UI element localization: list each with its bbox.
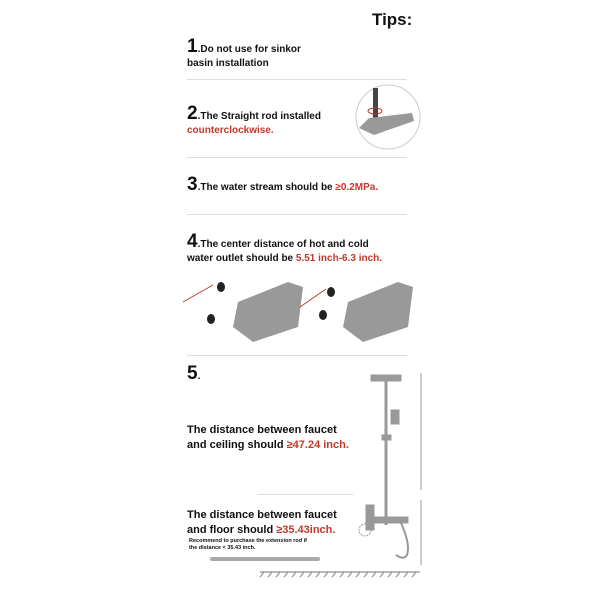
tip-5: 5. bbox=[187, 363, 201, 384]
ceiling-distance-text: The distance between faucet and ceiling should ≥47.24 inch. bbox=[187, 424, 349, 451]
divider bbox=[187, 79, 407, 80]
floor-distance-text: The distance between faucet and floor should ≥35.43inch. bbox=[187, 509, 337, 536]
outlet-distance-illustration bbox=[178, 277, 418, 347]
floor-hatch bbox=[258, 568, 424, 578]
divider bbox=[187, 214, 407, 215]
tip-1: 1.Do not use for sinkor basin installation bbox=[187, 36, 301, 69]
extension-rod-note: Recommend to purchase the extension rod if the distance < 35.43 inch. bbox=[189, 538, 307, 551]
tip-3: 3.The water stream should be ≥0.2MPa. bbox=[187, 174, 379, 195]
divider bbox=[187, 355, 407, 356]
divider bbox=[258, 494, 353, 495]
page-title: Tips: bbox=[372, 10, 413, 29]
rod-rotation-illustration bbox=[354, 83, 422, 151]
divider bbox=[187, 157, 407, 158]
tip-2: 2.The Straight rod installed counterclockwise. bbox=[187, 103, 321, 136]
extension-rod-bar bbox=[210, 557, 320, 561]
tip-4: 4.The center distance of hot and cold water outlet should be 5.51 inch-6.3 inch. bbox=[187, 231, 383, 264]
shower-illustration bbox=[358, 365, 428, 567]
